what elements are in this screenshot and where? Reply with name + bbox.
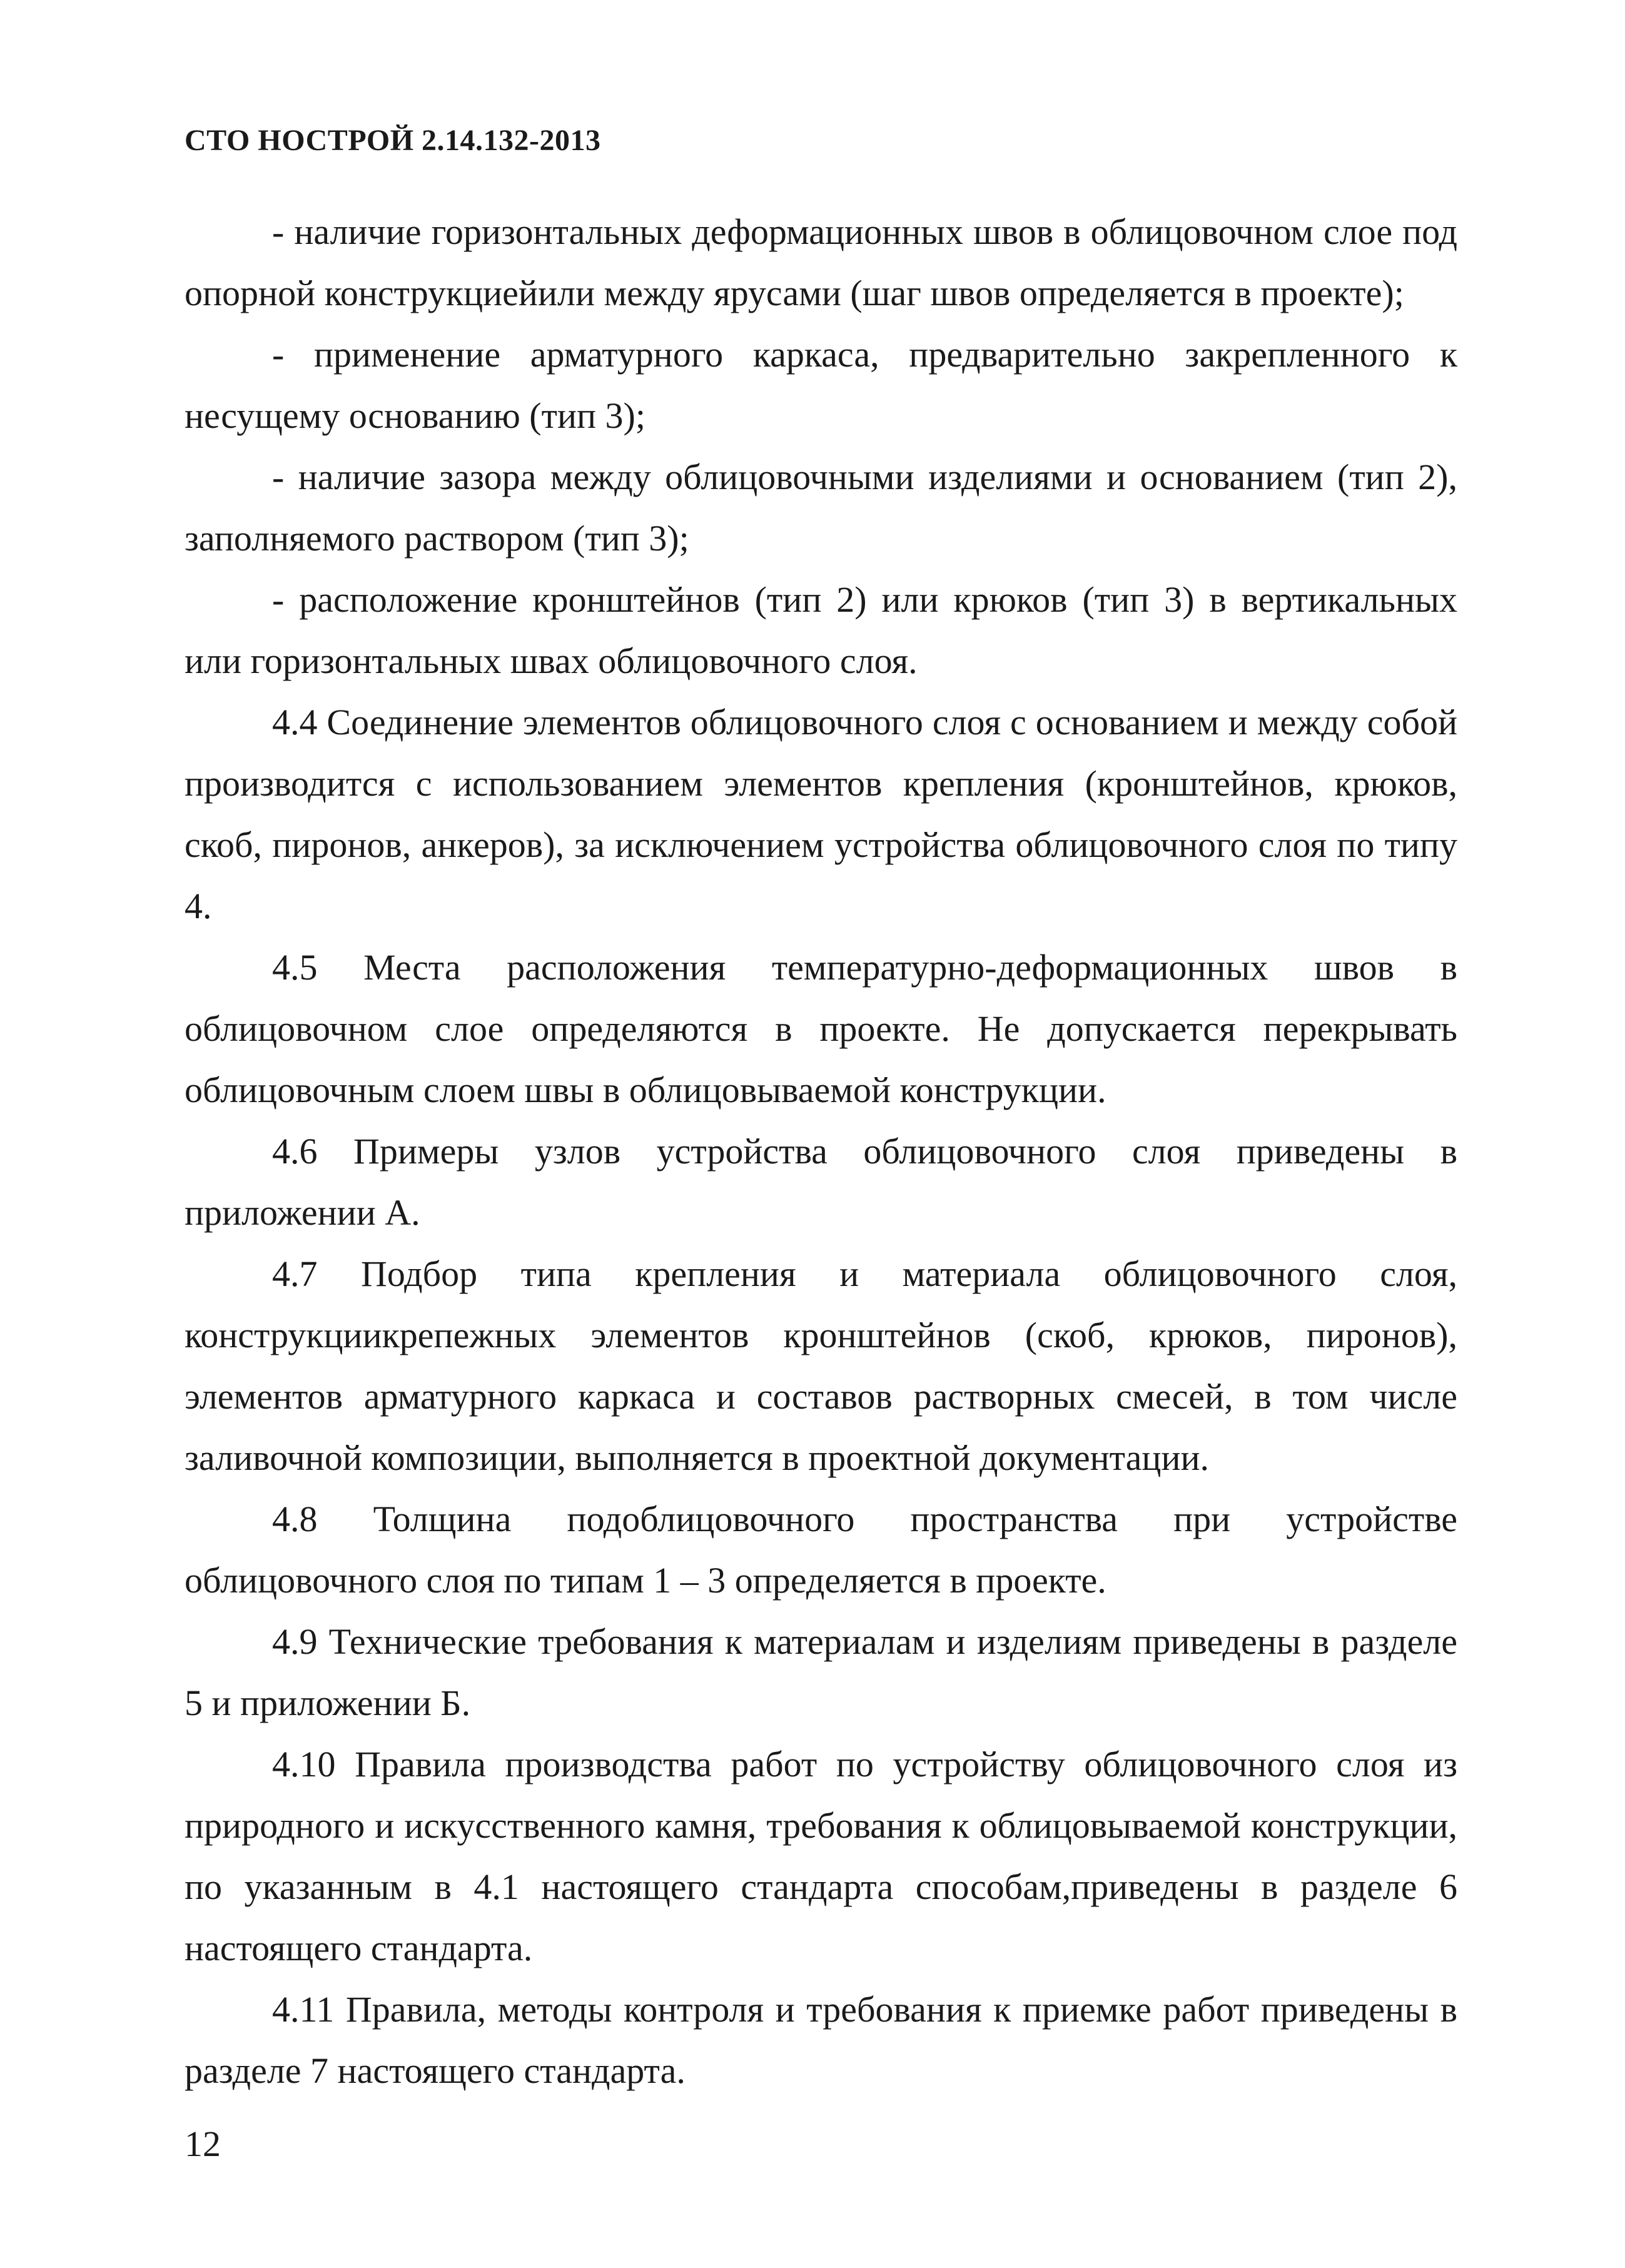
paragraph: 4.4 Соединение элементов облицовочного слоя с основанием и между собой производится с использованием элементов крепления (кронштейнов, крюков, скоб, пиронов, анкеров), за исключением устройства облицовочного слоя по типу 4. [185,702,1457,926]
paragraph: - расположение кронштейнов (тип 2) или крюков (тип 3) в вертикальных или горизонтальных швах облицовочного слоя. [185,579,1457,681]
paragraph: 4.6 Примеры узлов устройства облицовочного слоя приведены в приложении А. [185,1131,1457,1233]
paragraph: 4.10 Правила производства работ по устройству облицовочного слоя из природного и искусственного камня, требования к облицовываемой конструкции, по указанным в 4.1 настоящего стандарта способам,приведены в разделе 6 настоящего стандарта. [185,1744,1457,1968]
paragraph: - применение арматурного каркаса, предварительно закрепленного к несущему основанию (тип 3); [185,334,1457,436]
document-header: СТО НОСТРОЙ 2.14.132-2013 [185,124,601,157]
paragraph: 4.9 Технические требования к материалам и изделиям приведены в разделе 5 и приложении Б. [185,1621,1457,1723]
page-number: 12 [185,2124,221,2164]
paragraph: 4.7 Подбор типа крепления и материала облицовочного слоя, конструкциикрепежных элементов кронштейнов (скоб, крюков, пиронов), элементов арматурного каркаса и составов растворных смесей, в том числе заливочной композиции, выполняется в проектной документации. [185,1253,1457,1478]
paragraph: 4.11 Правила, методы контроля и требования к приемке работ приведены в разделе 7 настоящего стандарта. [185,1989,1457,2091]
document-body [185,201,1457,2102]
paragraph: - наличие горизонтальных деформационных швов в облицовочном слое под опорной конструкциейили между ярусами (шаг швов определяется в проекте); [185,211,1457,313]
paragraph: 4.5 Места расположения температурно-деформационных швов в облицовочном слое определяются в проекте. Не допускается перекрывать облицовочным слоем швы в облицовываемой конструкции. [185,947,1457,1110]
paragraph: - наличие зазора между облицовочными изделиями и основанием (тип 2), заполняемого раствором (тип 3); [185,457,1457,559]
paragraph: 4.8 Толщина подоблицовочного пространства при устройстве облицовочного слоя по типам 1 – 3 определяется в проекте. [185,1499,1457,1601]
